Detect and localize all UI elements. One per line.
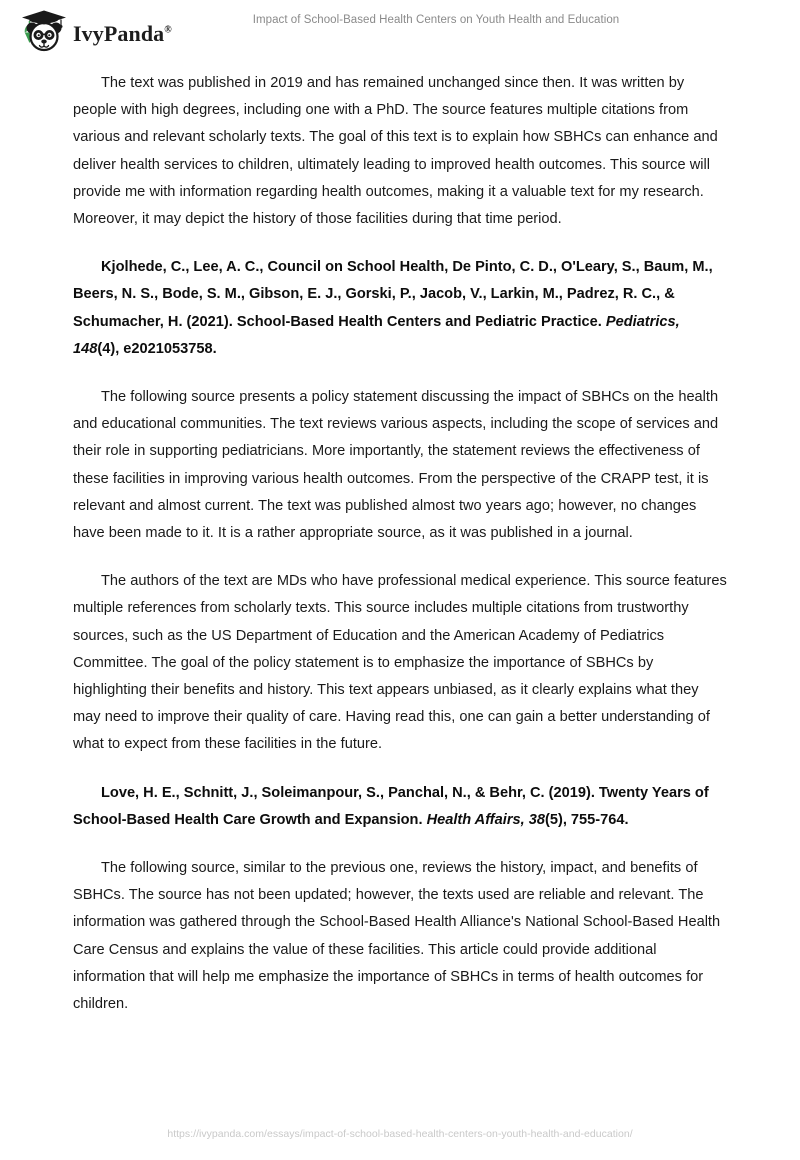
footer-source-url[interactable]: https://ivypanda.com/essays/impact-of-school-based-health-centers-on-youth-health-and-education/	[167, 1128, 633, 1140]
reference-citation-love	[73, 780, 727, 834]
citation-journal-separator: ,	[520, 811, 529, 828]
document-body	[73, 70, 727, 1018]
citation-authors-title: Kjolhede, C., Lee, A. C., Council on School Health, De Pinto, C. D., O'Leary, S., Baum, M., Beers, N. S., Bode, S. M., Gibson, E. J., Gorski, P., Jacob, V., Larkin, M., Padrez, R. C., & Schumacher, H. (2021). School-Based Health Centers and Pediatric Practice.	[73, 259, 713, 330]
page-header	[0, 0, 800, 60]
paragraph-source-evaluation-2: The following source presents a policy statement discussing the impact of SBHCs on the health and educational communities. The text reviews various aspects, including the scope of services and their role in supporting pediatricians. More importantly, the statement reviews the effectiveness of these facilities in improving various health outcomes. From the perspective of the CRAPP test, it is relevant and almost current. The text was published almost two years ago; however, no changes have been made to it. It is a rather appropriate source, as it was published in a journal.	[73, 389, 719, 542]
citation-issue-pages: (5), 755-764.	[544, 811, 629, 828]
running-title: Impact of School-Based Health Centers on Youth Health and Education	[252, 14, 620, 26]
citation-volume: 38	[528, 811, 545, 828]
reference-citation-kjolhede	[73, 254, 727, 363]
citation-journal-name: Pediatrics	[605, 313, 676, 330]
citation-issue-pages: (4), e2021053758.	[97, 340, 217, 357]
citation-journal-separator: ,	[675, 313, 680, 330]
registered-trademark-symbol: ®	[164, 24, 172, 36]
paragraph-source-evaluation-1: The text was published in 2019 and has remained unchanged since then. It was written by people with high degrees, including one with a PhD. The source features multiple citations from various and relevant scholarly texts. The goal of this text is to explain how SBHCs can enhance and deliver health services to children, ultimately leading to improved health outcomes. This source will provide me with information regarding health outcomes, making it a valuable text for my research. Moreover, it may depict the history of those facilities during that time period.	[73, 75, 718, 228]
citation-authors-title: Love, H. E., Schnitt, J., Soleimanpour, S., Panchal, N., & Behr, C. (2019). Twenty Years of School-Based Health Care Growth and Expansion.	[73, 784, 709, 828]
citation-journal-name: Health Affairs	[426, 811, 521, 828]
page-footer	[0, 1124, 800, 1142]
brand-name-text: IvyPanda	[73, 20, 165, 46]
paragraph-source-evaluation-3: The authors of the text are MDs who have professional medical experience. This source features multiple references from scholarly texts. This source includes multiple citations from trustworthy sources, such as the US Department of Education and the American Academy of Pediatrics Committee. The goal of the policy statement is to emphasize the importance of SBHCs by highlighting their benefits and history. This text appears unbiased, as it clearly explains what they may need to improve their quality of care. Having read this, one can gain a better understanding of what to expect from these facilities in the future.	[73, 573, 727, 753]
paragraph-source-evaluation-4: The following source, similar to the previous one, reviews the history, impact, and benefits of SBHCs. The source has not been updated; however, the texts used are reliable and relevant. The information was gathered through the School-Based Health Alliance's National School-Based Health Care Census and explains the value of these facilities. This article could provide additional information that will help me emphasize the importance of SBHCs in terms of health outcomes for children.	[73, 860, 721, 1013]
citation-volume: 148	[73, 340, 98, 357]
